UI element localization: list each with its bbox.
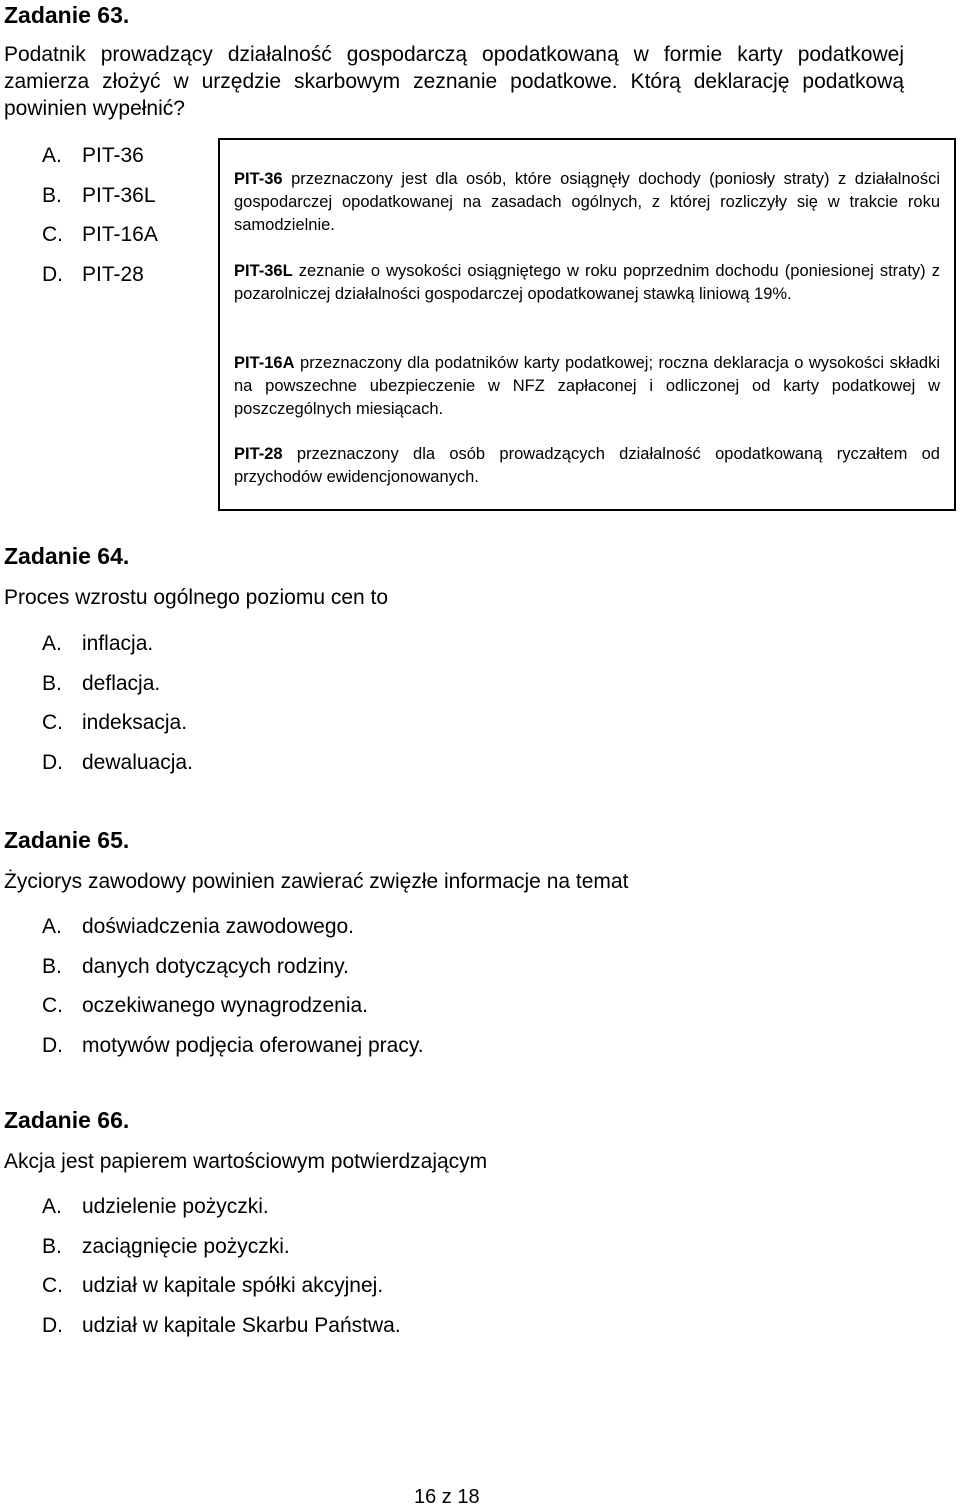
info-desc: zeznanie o wysokości osiągniętego w roku poprzednim dochodu (poniesionej straty) z pozarolniczej działalności gospodarczej opodatkowanej stawką liniową 19%. [234,262,940,303]
option-letter: B. [42,672,62,695]
task-66-title: Zadanie 66. [4,1107,130,1133]
option-text: PIT-36 [82,144,144,167]
info-desc: przeznaczony jest dla osób, które osiągnęły dochody (poniosły straty) z działalności gospodarczej opodatkowanej na zasadach ogólnych, z której rozliczyły się w trakcie roku samodzielnie. [234,170,940,234]
option-text: doświadczenia zawodowego. [82,915,355,938]
option-text: danych dotyczących rodziny. [82,955,349,978]
task-65-prompt: Życiorys zawodowy powinien zawierać zwięzłe informacje na temat [4,870,629,893]
task-66-prompt: Akcja jest papierem wartościowym potwierdzającym [4,1150,488,1173]
option-text: motywów podjęcia oferowanej pracy. [82,1034,424,1057]
option-letter: D. [42,1314,63,1337]
option-letter: C. [42,223,63,246]
task-64-option-d[interactable] [42,750,193,776]
option-text: PIT-16A [82,223,158,246]
option-letter: D. [42,1034,63,1057]
option-letter: A. [42,144,62,167]
task-66-option-b[interactable] [42,1234,290,1260]
task-64-title: Zadanie 64. [4,543,130,569]
task-65-option-a[interactable] [42,914,354,940]
option-letter: B. [42,184,62,207]
option-text: PIT-28 [82,263,144,286]
option-letter: D. [42,751,63,774]
task-64-option-c[interactable] [42,710,187,736]
info-pit-36 [234,168,940,237]
info-term: PIT-28 [234,445,283,463]
task-63-option-b[interactable] [42,183,156,209]
info-pit-28 [234,443,940,489]
task-65-option-c[interactable] [42,993,368,1019]
task-63-option-c[interactable] [42,222,158,248]
option-text: deflacja. [82,672,161,695]
info-pit-16a [234,352,940,421]
option-letter: B. [42,1235,62,1258]
option-text: udzielenie pożyczki. [82,1195,269,1218]
option-letter: C. [42,711,63,734]
task-66-option-c[interactable] [42,1273,383,1299]
task-66-option-a[interactable] [42,1194,269,1220]
option-text: oczekiwanego wynagrodzenia. [82,994,369,1017]
task-64-prompt: Proces wzrostu ogólnego poziomu cen to [4,586,389,609]
option-letter: A. [42,632,62,655]
info-desc: przeznaczony dla osób prowadzących działalność opodatkowaną ryczałtem od przychodów ewidencjonowanych. [234,445,940,486]
info-pit-36l [234,260,940,306]
option-letter: C. [42,994,63,1017]
option-letter: A. [42,915,62,938]
option-text: PIT-36L [82,184,156,207]
info-term: PIT-36L [234,262,293,280]
task-64-option-a[interactable] [42,631,153,657]
task-63-prompt: Podatnik prowadzący działalność gospodarczą opodatkowaną w formie karty podatkowej zamierza złożyć w urzędzie skarbowym zeznanie podatkowe. Którą deklarację podatkową powinien wypełnić? [4,43,904,120]
task-64-option-b[interactable] [42,671,160,697]
task-65-option-d[interactable] [42,1033,424,1059]
info-term: PIT-16A [234,354,295,372]
option-text: inflacja. [82,632,154,655]
task-63-title: Zadanie 63. [4,2,130,28]
option-letter: A. [42,1195,62,1218]
task-65-title: Zadanie 65. [4,827,130,853]
task-63-option-a[interactable] [42,143,144,169]
option-letter: B. [42,955,62,978]
info-term: PIT-36 [234,170,283,188]
task-63-option-d[interactable] [42,262,144,288]
option-text: udział w kapitale Skarbu Państwa. [82,1314,401,1337]
option-text: indeksacja. [82,711,188,734]
page-number: 16 z 18 [414,1486,480,1508]
pit-info-box [218,138,956,511]
task-65-option-b[interactable] [42,954,349,980]
option-text: dewaluacja. [82,751,193,774]
info-desc: przeznaczony dla podatników karty podatkowej; roczna deklaracja o wysokości składki na powszechne ubezpieczenie w NFZ zapłaconej i odliczonej od karty podatkowej w poszczególnych miesiącach. [234,354,940,418]
option-letter: D. [42,263,63,286]
option-text: udział w kapitale spółki akcyjnej. [82,1274,384,1297]
task-66-option-d[interactable] [42,1313,401,1339]
option-letter: C. [42,1274,63,1297]
option-text: zaciągnięcie pożyczki. [82,1235,290,1258]
